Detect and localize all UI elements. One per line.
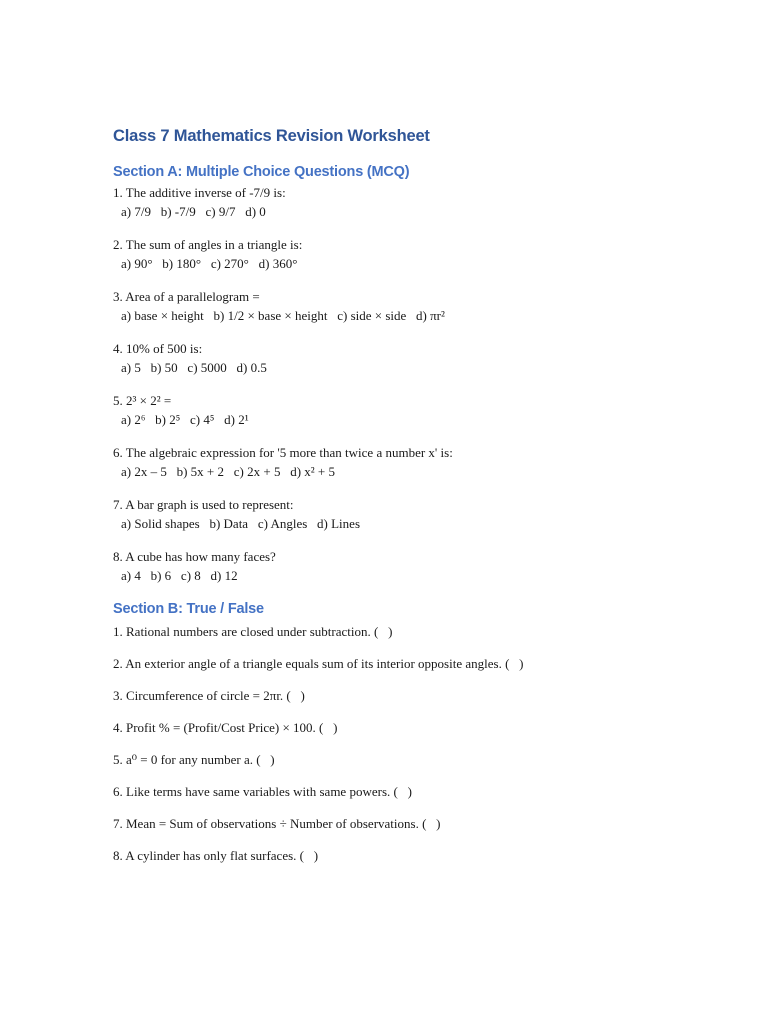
true-false-statement-6: 6. Like terms have same variables with same powers. ( ) [113,784,412,799]
mcq-question-6 [113,443,733,481]
question-text: 2. The sum of angles in a triangle is: [113,237,303,252]
mcq-question-1 [113,183,733,221]
question-text: 3. Area of a parallelogram = [113,289,260,304]
worksheet-content [113,125,733,878]
question-text: 5. 2³ × 2² = [113,393,172,408]
question-text: 7. A bar graph is used to represent: [113,497,294,512]
question-options: a) 4 b) 6 c) 8 d) 12 [121,568,238,583]
question-options: a) 2x – 5 b) 5x + 2 c) 2x + 5 d) x² + 5 [121,464,335,479]
mcq-list [113,183,733,585]
question-options: a) base × height b) 1/2 × base × height c) side × side d) πr² [121,308,445,323]
true-false-statement-1: 1. Rational numbers are closed under subtraction. ( ) [113,624,393,639]
true-false-list [113,622,733,865]
section-a-heading: Section A: Multiple Choice Questions (MCQ) [113,164,410,180]
true-false-statement-5: 5. a⁰ = 0 for any number a. ( ) [113,752,275,767]
question-options: a) 90° b) 180° c) 270° d) 360° [121,256,298,271]
true-false-statement-3: 3. Circumference of circle = 2πr. ( ) [113,688,305,703]
question-text: 1. The additive inverse of -7/9 is: [113,185,286,200]
question-options: a) 5 b) 50 c) 5000 d) 0.5 [121,360,267,375]
mcq-question-3 [113,287,733,325]
mcq-question-2 [113,235,733,273]
mcq-question-7 [113,495,733,533]
question-options: a) 2⁶ b) 2⁵ c) 4⁵ d) 2¹ [121,412,249,427]
true-false-statement-4: 4. Profit % = (Profit/Cost Price) × 100. ( ) [113,720,338,735]
section-b-heading: Section B: True / False [113,601,264,617]
true-false-statement-7: 7. Mean = Sum of observations ÷ Number of observations. ( ) [113,816,441,831]
question-text: 6. The algebraic expression for '5 more than twice a number x' is: [113,445,453,460]
mcq-question-4 [113,339,733,377]
mcq-question-5 [113,391,733,429]
true-false-statement-2: 2. An exterior angle of a triangle equals sum of its interior opposite angles. ( ) [113,656,524,671]
question-options: a) Solid shapes b) Data c) Angles d) Lines [121,516,361,531]
question-options: a) 7/9 b) -7/9 c) 9/7 d) 0 [121,204,266,219]
question-text: 8. A cube has how many faces? [113,549,276,564]
true-false-statement-8: 8. A cylinder has only flat surfaces. ( ) [113,848,319,863]
worksheet-title: Class 7 Mathematics Revision Worksheet [113,127,430,145]
mcq-question-8 [113,547,733,585]
question-text: 4. 10% of 500 is: [113,341,203,356]
